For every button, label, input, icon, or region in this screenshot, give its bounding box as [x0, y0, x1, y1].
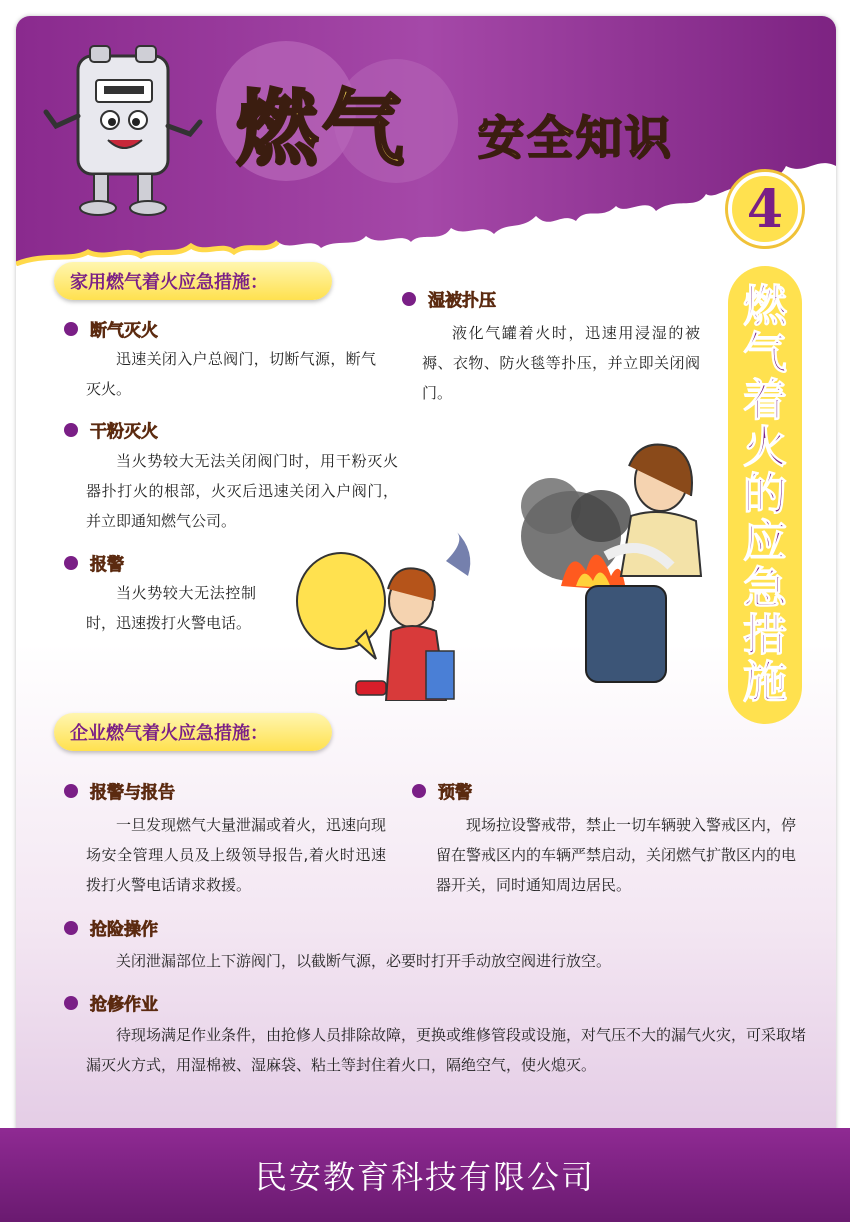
- poster-card: [16, 16, 836, 1156]
- side-banner-char: 措: [743, 610, 787, 661]
- household-item-title: [64, 550, 124, 575]
- item-title-text: 报警与报告: [90, 783, 175, 803]
- household-section-heading: 家用燃气着火应急措施：: [54, 262, 332, 300]
- phone-call-illustration: [296, 531, 486, 701]
- bullet-icon: [64, 556, 78, 570]
- bullet-icon: [64, 423, 78, 437]
- enterprise-item-text: 一旦发现燃气大量泄漏或着火，迅速向现场安全管理人员及上级领导报告,着火时迅速拨打火警电话请求救援。: [86, 816, 387, 894]
- bullet-icon: [412, 784, 426, 798]
- enterprise-item-text: 关闭泄漏部位上下游阀门，以截断气源，必要时打开手动放空阀进行放空。: [116, 952, 612, 970]
- header-banner: [16, 16, 836, 266]
- enterprise-item-title: [64, 778, 175, 803]
- bullet-icon: [64, 784, 78, 798]
- title-gas: 燃气: [236, 82, 409, 177]
- enterprise-item-title: [64, 990, 158, 1015]
- bullet-icon: [64, 921, 78, 935]
- issue-number-badge: 4: [728, 172, 802, 246]
- enterprise-item-text: 待现场满足作业条件，由抢修人员排除故障，更换或维修管段或设施，对气压不大的漏气火灾，可采取堵漏灭火方式，用湿棉被、湿麻袋、粘土等封住着火口，隔绝空气，使火熄灭。: [86, 1026, 807, 1074]
- footer-company-bar: 民安教育科技有限公司: [0, 1128, 850, 1222]
- enterprise-section-heading: 企业燃气着火应急措施：: [54, 713, 332, 751]
- bullet-icon: [402, 292, 416, 306]
- item-title-text: 预警: [438, 783, 472, 803]
- item-title-text: 抢修作业: [90, 995, 158, 1015]
- enterprise-item-text: 现场拉设警戒带，禁止一切车辆驶入警戒区内，停留在警戒区内的车辆严禁启动，关闭燃气扩散区内的电器开关，同时通知周边居民。: [436, 816, 797, 894]
- household-item-text: 迅速关闭入户总阀门，切断气源，断气灭火。: [86, 350, 376, 398]
- household-item-text: 当火势较大无法关闭阀门时，用干粉灭火器扑打火的根部，火灭后迅速关闭入户阀门，并立即通知燃气公司。: [86, 452, 398, 530]
- item-title-text: 报警: [90, 555, 124, 575]
- household-item-title: [64, 316, 158, 341]
- item-title-text: 干粉灭火: [90, 422, 158, 442]
- side-banner-char: 气: [743, 328, 787, 379]
- bullet-icon: [64, 322, 78, 336]
- bullet-icon: [64, 996, 78, 1010]
- side-banner-char: 施: [743, 657, 787, 708]
- enterprise-item-title: [64, 915, 158, 940]
- item-title-text: 抢险操作: [90, 920, 158, 940]
- household-item-title: [402, 286, 496, 311]
- enterprise-item-title: [412, 778, 472, 803]
- title-safety-knowledge: 安全知识: [478, 111, 674, 165]
- header-title: [216, 64, 736, 194]
- item-title-text: 断气灭火: [90, 321, 158, 341]
- side-banner-char: 的: [743, 469, 787, 520]
- burning-gas-tank-illustration: [511, 436, 711, 686]
- side-banner-char: 应: [743, 516, 787, 567]
- item-title-text: 湿被扑压: [428, 291, 496, 311]
- household-item-text: 液化气罐着火时，迅速用浸湿的被褥、衣物、防火毯等扑压，并立即关闭阀门。: [422, 324, 700, 402]
- side-banner: [728, 266, 802, 724]
- side-banner-char: 着: [743, 375, 787, 426]
- side-banner-char: 火: [743, 422, 787, 473]
- side-banner-char: 燃: [743, 281, 787, 332]
- side-banner-char: 急: [743, 563, 787, 614]
- household-item-text: 当火势较大无法控制时，迅速拨打火警电话。: [86, 584, 256, 632]
- household-item-title: [64, 417, 158, 442]
